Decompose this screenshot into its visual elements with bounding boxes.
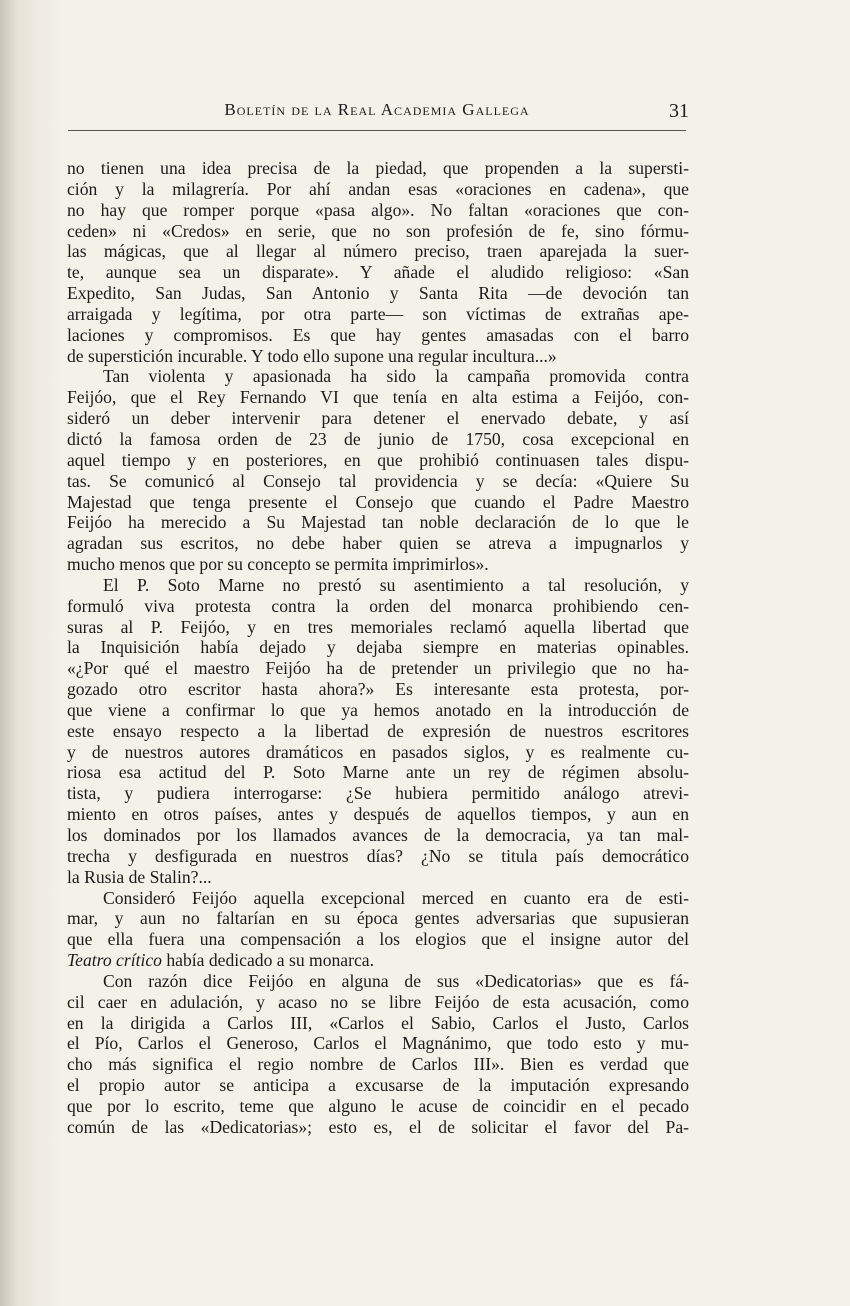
text-line: cho más significa el regio nombre de Carlos III». Bien es verdad que	[67, 1054, 689, 1075]
text-line: laciones y compromisos. Es que hay gentes amasadas con el barro	[67, 324, 689, 345]
text-line: común de las «Dedicatorias»; esto es, el de solicitar el favor del Pa-	[67, 1116, 689, 1137]
text-line: gozado otro escritor hasta ahora?» Es interesante esta protesta, por-	[67, 679, 689, 700]
text-line: y de nuestros autores dramáticos en pasados siglos, y es realmente cu-	[67, 741, 689, 762]
text-line: dictó la famosa orden de 23 de junio de 1750, cosa excepcional en	[67, 428, 689, 449]
text-line: agradan sus escritos, no debe haber quien se atreva a impugnarlos y	[67, 533, 689, 554]
page-header	[68, 100, 689, 131]
text-line: tas. Se comunicó al Consejo tal providencia y se decía: «Quiere Su	[67, 470, 689, 491]
text-line: las mágicas, que al llegar al número preciso, traen aparejada la suer-	[67, 241, 689, 262]
text-line: «¿Por qué el maestro Feijóo ha de pretender un privilegio que no ha-	[67, 658, 689, 679]
text-line: el Pío, Carlos el Generoso, Carlos el Magnánimo, que todo esto y mu-	[67, 1033, 689, 1054]
text-line: trecha y desfigurada en nuestros días? ¿No se titula país democrático	[67, 845, 689, 866]
text-line: riosa esa actitud del P. Soto Marne ante un rey de régimen absolu-	[67, 762, 689, 783]
text-line: en la dirigida a Carlos III, «Carlos el Sabio, Carlos el Justo, Carlos	[67, 1012, 689, 1033]
text-line	[67, 950, 689, 971]
text-line: los dominados por los llamados avances de la democracia, ya tan mal-	[67, 825, 689, 845]
text-line: miento en otros países, antes y después de aquellos tiempos, y aun en	[67, 804, 689, 825]
text-line: El P. Soto Marne no prestó su asentimiento a tal resolución, y	[103, 574, 689, 595]
text-line: que ella fuera una compensación a los elogios que el insigne autor del	[67, 929, 689, 950]
text-line: ceden» ni «Credos» en serie, que no son profesión de fe, sino fórmu-	[67, 220, 689, 241]
page-number: 31	[669, 100, 689, 122]
text-line: mucho menos que por su concepto se permita imprimirlos».	[67, 554, 489, 575]
text-line: suras al P. Feijóo, y en tres memoriales reclamó aquella libertad que	[67, 616, 689, 637]
text-line: formuló viva protesta contra la orden del monarca prohibiendo cen-	[67, 595, 689, 616]
text-line: ción y la milagrería. Por ahí andan esas «oraciones en cadena», que	[67, 178, 689, 199]
book-title: Teatro crítico	[67, 950, 162, 971]
text-line: Feijóo, que el Rey Fernando VI que tenía en alta estima a Feijóo, con-	[67, 387, 689, 408]
text-line: no hay que romper porque «pasa algo». No faltan «oraciones que con-	[67, 199, 689, 220]
text-line: sideró un deber intervenir para detener el enervado debate, y así	[67, 408, 689, 429]
text-line: te, aunque sea un disparate». Y añade el aludido religioso: «San	[67, 262, 689, 283]
text-line: Majestad que tenga presente el Consejo que cuando el Padre Maestro	[67, 491, 689, 512]
text-line: Tan violenta y apasionada ha sido la campaña promovida contra	[103, 366, 689, 387]
text-fragment: había dedicado a su monarca.	[161, 950, 374, 971]
text-line: el propio autor se anticipa a excusarse de la imputación expresando	[67, 1075, 689, 1096]
text-line: arraigada y legítima, por otra parte— son víctimas de extrañas ape-	[67, 303, 689, 324]
page-gutter-shadow	[0, 0, 62, 1306]
text-line: que viene a confirmar lo que ya hemos anotado en la introducción de	[67, 699, 689, 720]
text-line: Con razón dice Feijóo en alguna de sus «Dedicatorias» que es fá-	[103, 970, 689, 991]
text-line: Consideró Feijóo aquella excepcional merced en cuanto era de esti-	[103, 887, 689, 908]
text-line: cil caer en adulación, y acaso no se libre Feijóo de esta acusación, como	[67, 991, 689, 1012]
text-line: la Rusia de Stalin?...	[67, 866, 212, 887]
text-line: no tienen una idea precisa de la piedad, que propenden a la supersti-	[67, 158, 689, 178]
text-line: la Inquisición había dejado y dejaba siempre en materias opinables.	[67, 637, 689, 658]
text-line: Feijóo ha merecido a Su Majestad tan noble declaración de lo que le	[67, 512, 689, 533]
text-line: Expedito, San Judas, San Antonio y Santa Rita —de devoción tan	[67, 283, 689, 304]
text-line: mar, y aun no faltarían en su época gentes adversarias que supusieran	[67, 908, 689, 929]
text-line: de superstición incurable. Y todo ello supone una regular incultura...»	[67, 345, 557, 366]
body-text	[67, 158, 689, 1138]
text-line: tista, y pudiera interrogarse: ¿Se hubiera permitido análogo atrevi-	[67, 783, 689, 804]
running-title: Boletín de la Real Academia Gallega	[224, 100, 530, 119]
text-line: que por lo escrito, teme que alguno le acuse de coincidir en el pecado	[67, 1095, 689, 1116]
text-line: este ensayo respecto a la libertad de expresión de nuestros escritores	[67, 720, 689, 741]
text-line: aquel tiempo y en posteriores, en que prohibió continuasen tales dispu-	[67, 449, 689, 470]
